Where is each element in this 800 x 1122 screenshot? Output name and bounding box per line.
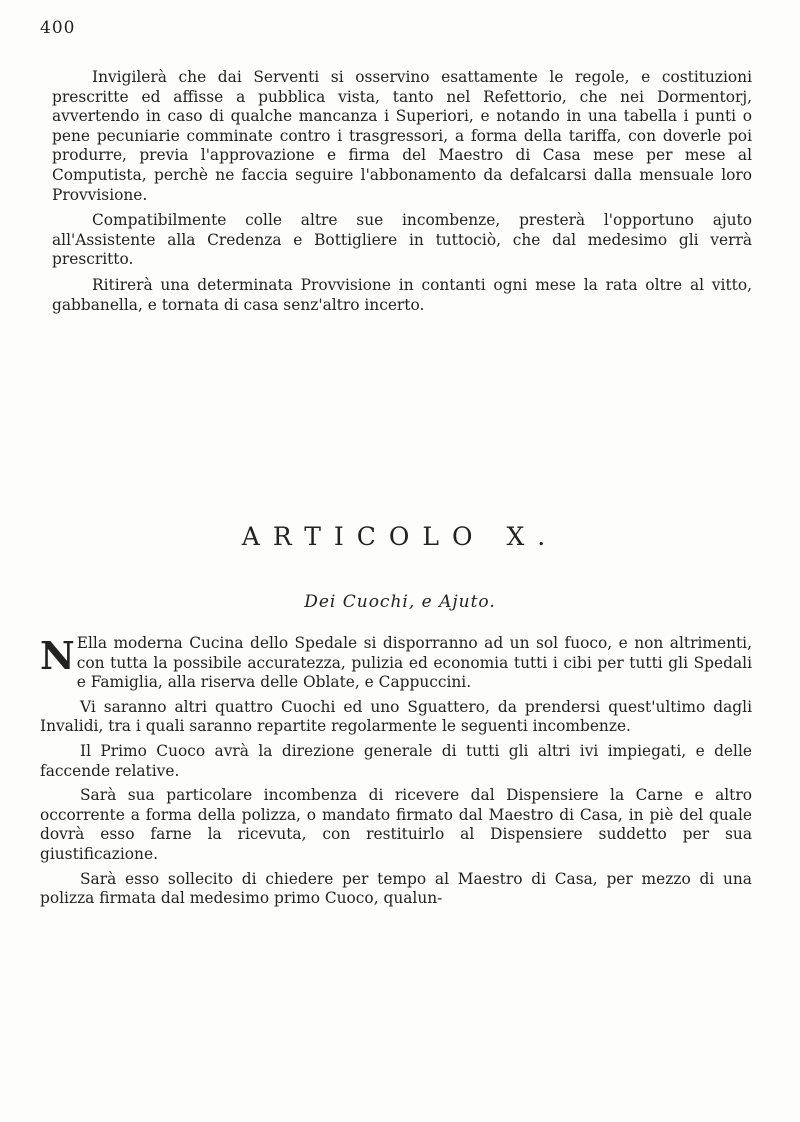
first-paragraph bbox=[40, 634, 752, 693]
intro-text bbox=[52, 68, 752, 321]
paragraph: Il Primo Cuoco avrà la direzione generale di tutti gli altri ivi impiegati, e delle faccende relative. bbox=[40, 741, 752, 780]
article-text bbox=[40, 634, 752, 914]
paragraph: Ritirerà una determinata Provvisione in contanti ogni mese la rata oltre al vitto, gabbanella, e tornata di casa senz'altro incerto. bbox=[52, 275, 752, 314]
section-title: Dei Cuochi, e Ajuto. bbox=[304, 592, 496, 612]
paragraph: Invigilerà che dai Serventi si osservino esattamente le regole, e costituzioni prescritte ed affisse a pubblica vista, tanto nel Refettorio, che nei Dormentorj, avvertendo in caso di qualche mancanza i Superiori, e notando in una tabella i punti o pene pecuniarie comminate contro i trasgressori, a forma della tariffa, con doverle poi produrre, previa l'approvazione e firma del Maestro di Casa mese per mese al Computista, perchè ne faccia seguire l'abbonamento da defalcarsi dalla mensuale loro Provvisione. bbox=[52, 68, 752, 204]
paragraph: Sarà sua particolare incombenza di ricevere dal Dispensiere la Carne e altro occorrente a forma della polizza, o mandato firmato dal Maestro di Casa, in piè del quale dovrà esso farne la ricevuta, con restituirlo al Dispensiere suddetto per sua giustificazione. bbox=[40, 786, 752, 863]
paragraph: Compatibilmente colle altre sue incombenze, presterà l'opportuno ajuto all'Assistente alla Credenza e Bottigliere in tuttociò, che dal medesimo gli verrà prescritto. bbox=[52, 211, 752, 269]
drop-cap: N bbox=[40, 633, 75, 678]
paragraph: Vi saranno altri quattro Cuochi ed uno Sguattero, da prendersi quest'ultimo dagli Invalidi, tra i quali saranno repartite regolarmente le seguenti incombenze. bbox=[40, 697, 752, 736]
article-heading: ARTICOLO X. bbox=[241, 522, 559, 551]
page-number: 400 bbox=[40, 18, 76, 38]
paragraph: Sarà esso sollecito di chiedere per tempo al Maestro di Casa, per mezzo di una polizza firmata dal medesimo primo Cuoco, qualun- bbox=[40, 869, 752, 908]
first-paragraph-text: Ella moderna Cucina dello Spedale si disporranno ad un sol fuoco, e non altrimenti, con tutta la possibile accuratezza, pulizia ed economia tutti i cibi per tutti gli Spedali e Famiglia, alla riserva delle Oblate, e Cappuccini. bbox=[76, 634, 752, 692]
